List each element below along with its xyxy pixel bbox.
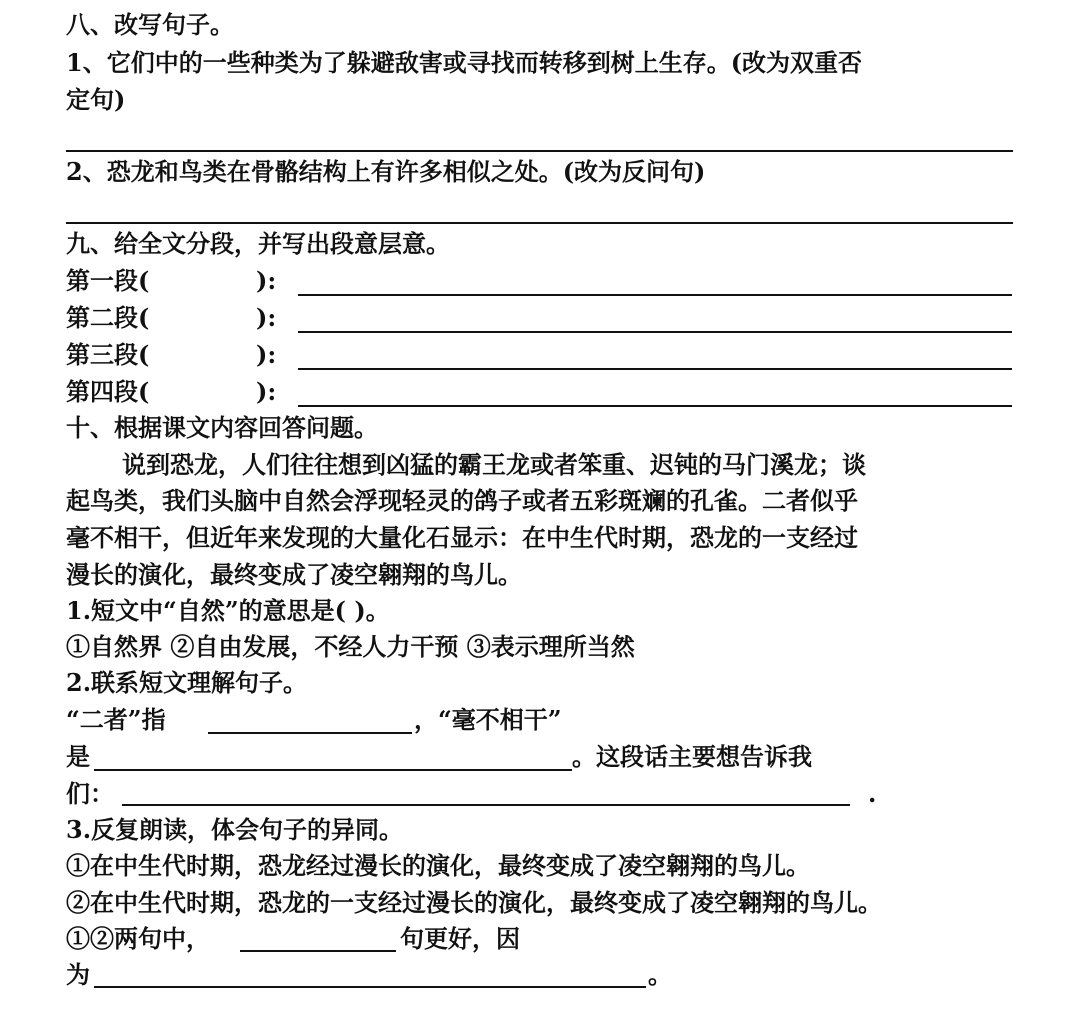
question-3-part-c: 为: [66, 960, 90, 989]
section-10-title: 十、根据课文内容回答问题。: [66, 413, 378, 442]
paragraph-row-close: ):: [256, 377, 277, 406]
section-8-q1-line2: 定句): [66, 85, 126, 114]
paragraph-answer-line[interactable]: [298, 405, 1012, 407]
question-3: 3.反复朗读，体会句子的异同。: [66, 815, 404, 844]
paragraph-answer-line[interactable]: [298, 294, 1012, 296]
question-1-options: ①自然界 ②自由发展，不经人力干预 ③表示理所当然: [66, 632, 635, 661]
question-3-part-b: 句更好，因: [400, 924, 520, 953]
question-3-part-d: 。: [648, 960, 672, 989]
answer-line-q2[interactable]: [66, 222, 1013, 224]
question-1: 1.短文中“自然”的意思是( )。: [66, 596, 390, 625]
paragraph-row-label: 第四段(: [66, 377, 150, 406]
section-8-q1-line1: 1、它们中的一些种类为了躲避敌害或寻找而转移到树上生存。(改为双重否: [66, 48, 863, 77]
paragraph-row-close: ):: [256, 303, 277, 332]
question-2-part-f: .: [868, 779, 877, 808]
section-9-title: 九、给全文分段，并写出段意层意。: [66, 229, 450, 258]
answer-line-q1[interactable]: [66, 150, 1013, 152]
passage-line: 起鸟类，我们头脑中自然会浮现轻灵的鸽子或者五彩斑斓的孔雀。二者似乎: [66, 486, 858, 515]
question-2: 2.联系短文理解句子。: [66, 668, 308, 697]
paragraph-row-label: 第一段(: [66, 266, 150, 295]
question-3-sentence-2: ②在中生代时期，恐龙的一支经过漫长的演化，最终变成了凌空翱翔的鸟儿。: [66, 888, 882, 917]
question-2-part-c: 是: [66, 742, 90, 771]
paragraph-row-close: ):: [256, 266, 277, 295]
paragraph-answer-line[interactable]: [298, 331, 1012, 333]
passage-line: 毫不相干，但近年来发现的大量化石显示：在中生代时期，恐龙的一支经过: [66, 523, 858, 552]
passage-line: 漫长的演化，最终变成了凌空翱翔的鸟儿。: [66, 560, 522, 589]
question-3-part-a: ①②两句中，: [66, 924, 210, 953]
paragraph-row-label: 第三段(: [66, 340, 150, 369]
question-2-part-a: “二者”指: [66, 705, 166, 734]
question-2-part-d: 。这段话主要想告诉我: [572, 742, 812, 771]
paragraph-row-label: 第二段(: [66, 303, 150, 332]
section-8-title: 八、改写句子。: [66, 10, 234, 39]
question-3-sentence-1: ①在中生代时期，恐龙经过漫长的演化，最终变成了凌空翱翔的鸟儿。: [66, 851, 810, 880]
paragraph-row-close: ):: [256, 340, 277, 369]
answer-line-reason[interactable]: [94, 986, 646, 988]
passage-line: 说到恐龙，人们往往想到凶猛的霸王龙或者笨重、迟钝的马门溪龙；谈: [122, 450, 866, 479]
question-2-part-e: 们：: [66, 779, 114, 808]
section-8-q2: 2、恐龙和鸟类在骨骼结构上有许多相似之处。(改为反问句): [66, 157, 706, 186]
answer-line-better-sentence[interactable]: [240, 950, 396, 952]
paragraph-answer-line[interactable]: [298, 368, 1012, 370]
answer-line-haobuxianggan[interactable]: [94, 769, 572, 771]
answer-line-erzhe[interactable]: [208, 732, 412, 734]
question-2-part-b: ，“毫不相干”: [414, 705, 562, 734]
answer-line-main-idea[interactable]: [122, 804, 850, 806]
